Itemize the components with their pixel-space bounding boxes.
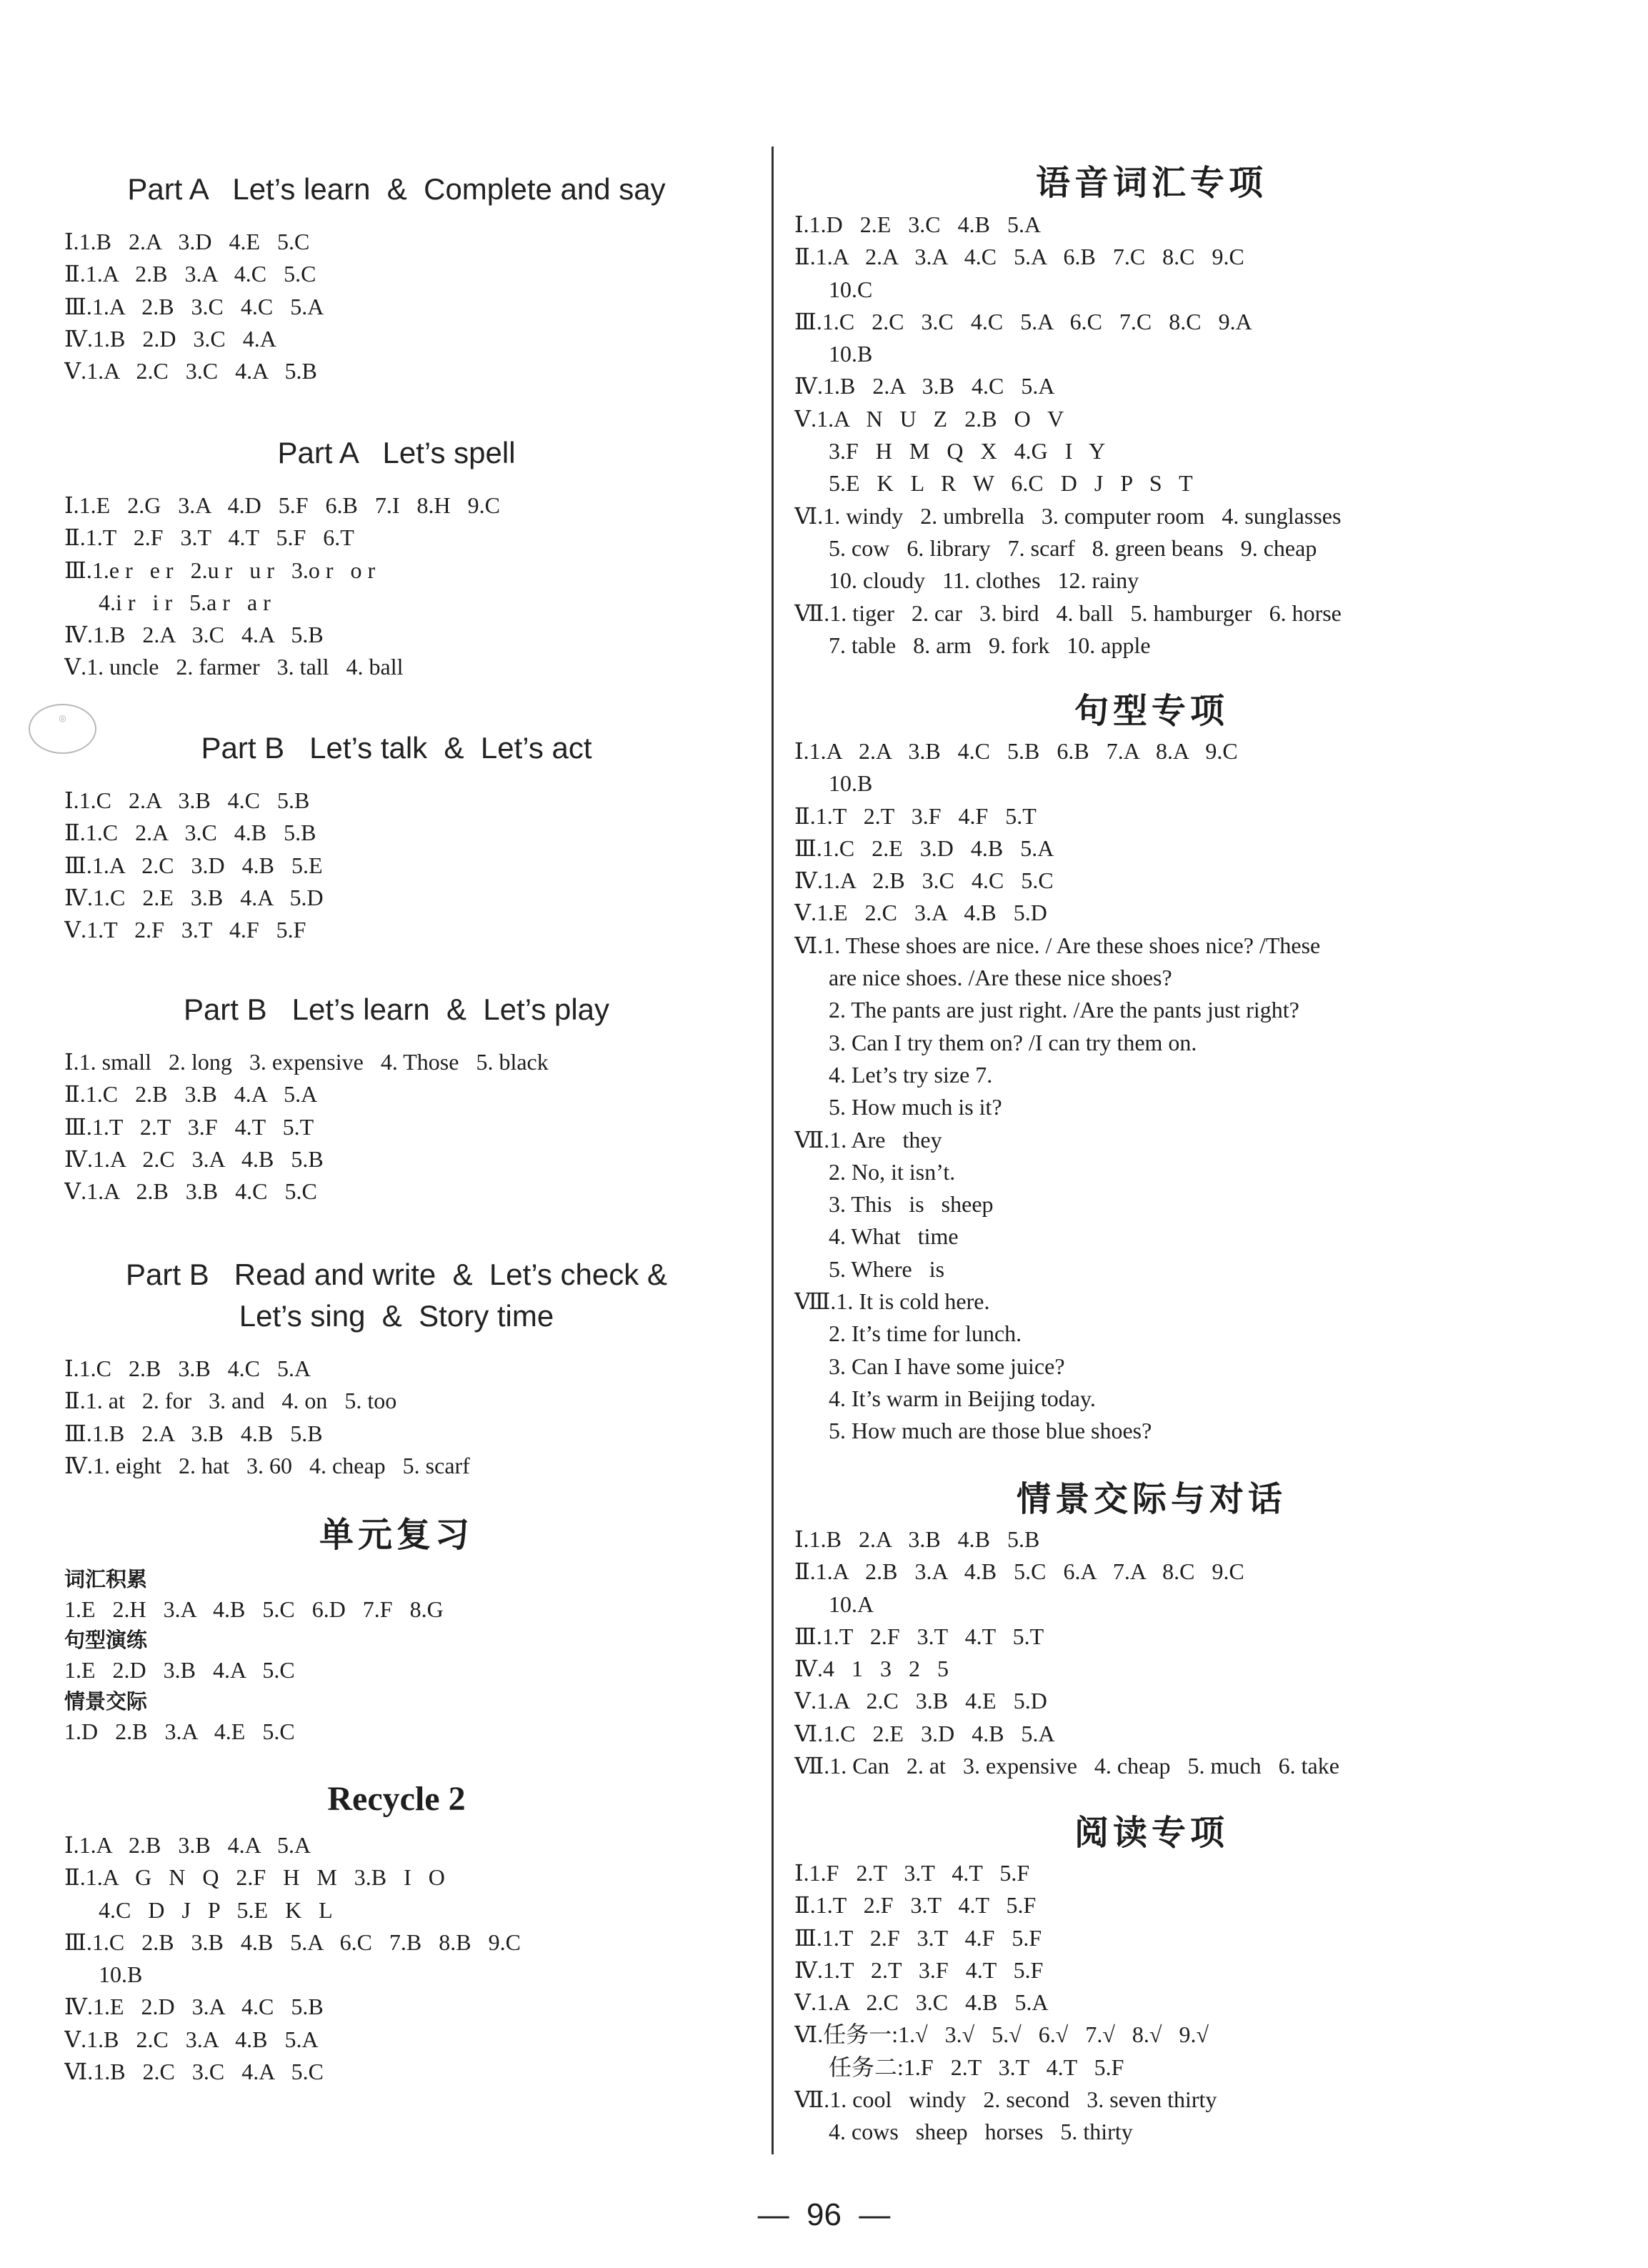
section-title: 句型专项 [1074,691,1229,731]
answer-line: 3.F H M Q X 4.G I Y [829,438,1106,464]
answer-line: 任务二:1.F 2.T 3.T 4.T 5.F [829,2054,1124,2080]
answer-line: Ⅴ.1.A 2.B 3.B 4.C 5.C [64,1178,317,1205]
answer-line: Ⅴ.1.B 2.C 3.A 4.B 5.A [64,2026,319,2052]
answer-line: Ⅵ.1. These shoes are nice. / Are these shoes nice? /These [794,932,1321,958]
answer-line: 3. Can I have some juice? [829,1353,1065,1379]
answer-line: Ⅲ.1.T 2.F 3.T 4.F 5.F [794,1924,1042,1951]
answer-line: Ⅲ.1.T 2.T 3.F 4.T 5.T [64,1113,314,1140]
section-part-a-learn [64,169,729,387]
section-unit-review [64,1513,729,1748]
answer-line: Ⅲ.1.C 2.C 3.C 4.C 5.A 6.C 7.C 8.C 9.A [794,308,1252,334]
section-title: Recycle 2 [327,1780,466,1818]
answer-line: Ⅲ.1.B 2.A 3.B 4.B 5.B [64,1420,323,1446]
answer-line: 5. How much are those blue shoes? [829,1418,1152,1444]
answer-line: Ⅴ.1.T 2.F 3.T 4.F 5.F [64,917,306,943]
answer-line: Ⅶ.1. Can 2. at 3. expensive 4. cheap 5. much 6. take [794,1753,1339,1779]
answer-line: Ⅲ.1.C 2.B 3.B 4.B 5.A 6.C 7.B 8.B 9.C [64,1929,521,1955]
answer-line: 10.B [829,770,873,797]
answer-line: 2. The pants are just right. /Are the pants just right? [829,997,1299,1023]
answer-line: 10.A [829,1591,874,1617]
answer-line: Ⅲ.1.A 2.C 3.D 4.B 5.E [64,852,323,878]
answer-line: Ⅳ.1. eight 2. hat 3. 60 4. cheap 5. scarf [64,1452,470,1478]
answer-line: 5. cow 6. library 7. scarf 8. green beans 9. cheap [829,534,1317,561]
answer-line: Ⅰ.1.F 2.T 3.T 4.T 5.F [794,1860,1030,1886]
answer-line: 5. Where is [829,1255,945,1282]
answer-line: Ⅰ.1.D 2.E 3.C 4.B 5.A [794,212,1042,237]
answer-line: Ⅳ.1.T 2.T 3.F 4.T 5.F [794,1956,1044,1983]
answer-line: Ⅴ.1.A 2.C 3.C 4.A 5.B [64,358,317,384]
answer-line: 10.B [99,1961,143,1988]
answer-line: Ⅰ.1.A 2.A 3.B 4.C 5.B 6.B 7.A 8.A 9.C [794,738,1238,764]
answer-line: Ⅴ.1. uncle 2. farmer 3. tall 4. ball [64,654,404,680]
answer-line: Ⅳ.4 1 3 2 5 [794,1656,949,1682]
answer-line: are nice shoes. /Are these nice shoes? [829,965,1172,991]
section-title: Part A Let’s learn & Complete and say [127,172,666,206]
answer-line: 4. It’s warm in Beijing today. [829,1385,1096,1411]
answer-line: Ⅱ.1.A 2.B 3.A 4.B 5.C 6.A 7.A 8.C 9.C [794,1558,1244,1585]
column-divider [771,146,774,2154]
answer-line: Ⅳ.1.E 2.D 3.A 4.C 5.B [64,1994,324,2020]
section-part-b-talk [64,727,729,946]
answer-line: Ⅰ.1.E 2.G 3.A 4.D 5.F 6.B 7.I 8.H 9.C [64,492,500,518]
section-part-b-read [64,1254,729,1482]
subsection-label: 词汇积累 [64,1567,148,1591]
answer-line: Ⅴ.1.A 2.C 3.C 4.B 5.A [794,1989,1049,2016]
section-recycle-2 [64,1778,729,2088]
section-title: Part B Read and write & Let’s check & [126,1258,667,1291]
section-part-a-spell [64,432,729,684]
answer-line: 1.E 2.D 3.B 4.A 5.C [64,1657,295,1683]
answer-line: Ⅶ.1. Are they [794,1126,942,1153]
answer-line: Ⅱ.1.A 2.B 3.A 4.C 5.C [64,261,316,287]
answer-line: 5.E K L R W 6.C D J P S T [829,470,1193,497]
answer-line: Ⅰ.1.C 2.A 3.B 4.C 5.B [64,787,310,813]
answer-line: Ⅳ.1.A 2.C 3.A 4.B 5.B [64,1145,324,1172]
answer-line: Ⅳ.1.B 2.A 3.B 4.C 5.A [794,373,1055,399]
answer-line: Ⅲ.1.T 2.F 3.T 4.T 5.T [794,1623,1044,1649]
section-title: Let’s sing & Story time [239,1299,554,1333]
answer-line: 4.i r i r 5.a r a r [99,589,271,615]
answer-line: 10.C [829,276,873,302]
answer-line: Ⅶ.1. tiger 2. car 3. bird 4. ball 5. hamburger 6. horse [794,600,1342,626]
subsection-label: 句型演练 [64,1628,148,1653]
answer-line: 10.B [829,341,873,367]
section-title: Part B Let’s learn & Let’s play [183,993,610,1026]
answer-line: Ⅱ.1.A 2.A 3.A 4.C 5.A 6.B 7.C 8.C 9.C [794,244,1244,270]
answer-line: Ⅱ.1.T 2.T 3.F 4.F 5.T [794,802,1037,829]
section-reading [794,1811,1509,2149]
answer-line: Ⅳ.1.B 2.D 3.C 4.A [64,325,276,352]
answer-line: Ⅳ.1.B 2.A 3.C 4.A 5.B [64,622,324,648]
section-sentence-patterns [794,690,1509,1448]
answer-line: Ⅰ.1.B 2.A 3.D 4.E 5.C [64,229,310,254]
subsection-label: 情景交际 [64,1688,148,1714]
answer-line: Ⅶ.1. cool windy 2. second 3. seven thirty [794,2087,1217,2113]
answer-line: 2. It’s time for lunch. [829,1320,1022,1347]
answer-line: Ⅱ.1.A G N Q 2.F H M 3.B I O [64,1864,445,1891]
answer-line: Ⅰ.1. small 2. long 3. expensive 4. Those 5. black [64,1049,549,1075]
section-part-b-learn [64,989,729,1208]
answer-line: Ⅰ.1.C 2.B 3.B 4.C 5.A [64,1356,311,1381]
answer-line: Ⅲ.1.e r e r 2.u r u r 3.o r o r [64,557,376,583]
section-title: 阅读专项 [1074,1813,1229,1853]
answer-line: 1.D 2.B 3.A 4.E 5.C [64,1718,295,1744]
page-number: — 96 — [757,2197,891,2232]
answer-line: Ⅵ.1. windy 2. umbrella 3. computer room 4. sunglasses [794,502,1342,529]
answer-line: 7. table 8. arm 9. fork 10. apple [829,632,1151,658]
section-title: Part B Let’s talk & Let’s act [201,731,592,765]
answer-line: 4. Let’s try size 7. [829,1061,993,1088]
answer-line: 4. cows sheep horses 5. thirty [829,2119,1133,2145]
section-title: 情景交际与对话 [1016,1479,1287,1519]
answer-line: Ⅱ.1.T 2.F 3.T 4.T 5.F [794,1892,1037,1919]
answer-line: Ⅰ.1.A 2.B 3.B 4.A 5.A [64,1832,311,1858]
answer-line: Ⅳ.1.C 2.E 3.B 4.A 5.D [64,884,324,910]
watermark-stamp: ◎ [29,704,96,754]
answer-line: Ⅴ.1.A N U Z 2.B O V [794,405,1064,432]
answer-line: Ⅵ.1.B 2.C 3.C 4.A 5.C [64,2059,324,2085]
section-title: 单元复习 [319,1515,474,1555]
answer-line: Ⅳ.1.A 2.B 3.C 4.C 5.C [794,867,1054,894]
section-title: Part A Let’s spell [277,436,516,469]
answer-line: Ⅵ.任务一:1.√ 3.√ 5.√ 6.√ 7.√ 8.√ 9.√ [794,2021,1209,2048]
answer-line: Ⅱ.1.T 2.F 3.T 4.T 5.F 6.T [64,524,354,551]
section-phonics-vocab [794,161,1509,662]
answer-line: Ⅷ.1. It is cold here. [794,1288,990,1315]
answer-line: Ⅴ.1.A 2.C 3.B 4.E 5.D [794,1688,1047,1714]
answer-line: Ⅲ.1.C 2.E 3.D 4.B 5.A [794,835,1054,861]
answer-line: Ⅱ.1.C 2.B 3.B 4.A 5.A [64,1081,318,1108]
section-title: 语音词汇专项 [1035,163,1267,203]
answer-line: Ⅱ.1.C 2.A 3.C 4.B 5.B [64,820,316,846]
answer-line: 5. How much is it? [829,1094,1002,1120]
answer-line: 4. What time [829,1223,959,1250]
answer-line: 3. This is sheep [829,1191,994,1218]
answer-line: Ⅲ.1.A 2.B 3.C 4.C 5.A [64,293,324,319]
answer-line: 1.E 2.H 3.A 4.B 5.C 6.D 7.F 8.G [64,1596,444,1622]
answer-line: 3. Can I try them on? /I can try them on. [829,1029,1197,1055]
answer-line: Ⅰ.1.B 2.A 3.B 4.B 5.B [794,1526,1040,1552]
answer-line: 10. cloudy 11. clothes 12. rainy [829,567,1139,594]
answer-line: 4.C D J P 5.E K L [99,1896,333,1923]
answer-line: Ⅵ.1.C 2.E 3.D 4.B 5.A [794,1720,1055,1746]
answer-line: Ⅱ.1. at 2. for 3. and 4. on 5. too [64,1388,397,1414]
section-communication [794,1478,1509,1782]
answer-line: 2. No, it isn’t. [829,1158,956,1185]
answer-line: Ⅴ.1.E 2.C 3.A 4.B 5.D [794,900,1047,926]
